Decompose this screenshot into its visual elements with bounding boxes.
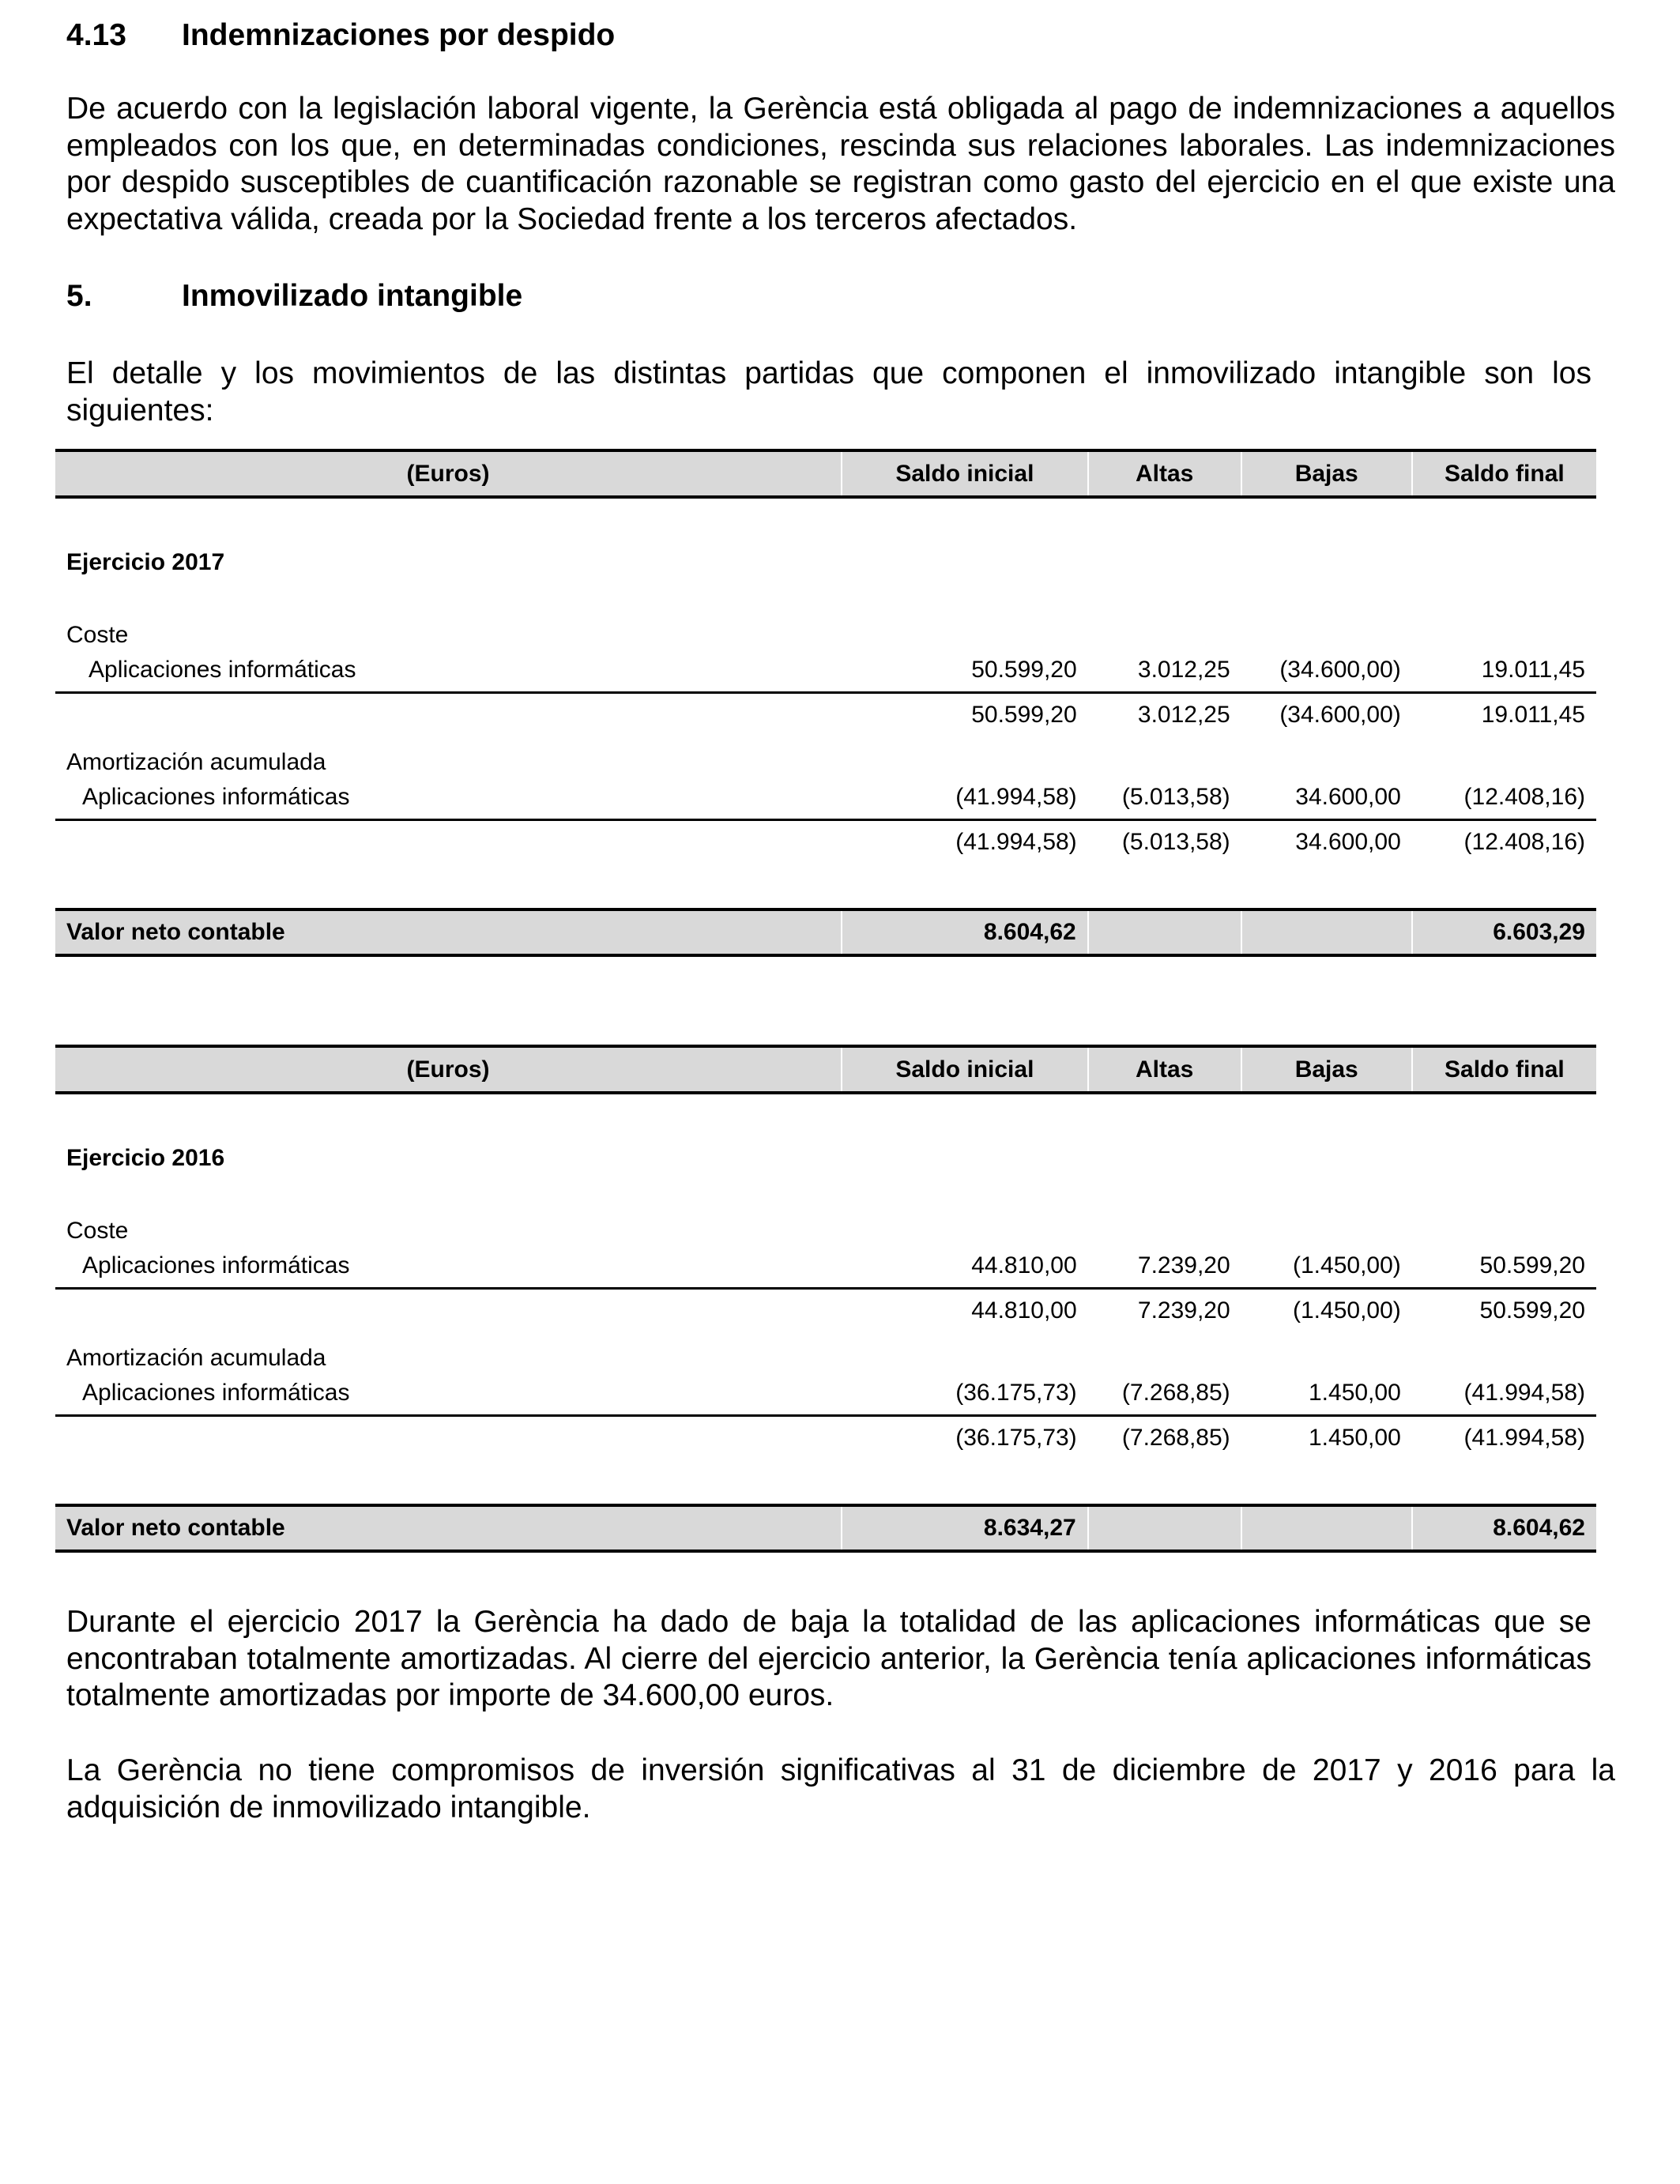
cell-bajas: (1.450,00) <box>1241 1245 1412 1289</box>
group-row-coste <box>55 609 1596 649</box>
subtotal-row <box>55 1289 1596 1333</box>
subtotal-row <box>55 693 1596 737</box>
table-row <box>55 1245 1596 1289</box>
section-heading-4-13 <box>66 17 615 54</box>
cell-saldo-inicial: 50.599,20 <box>842 649 1088 693</box>
cell-altas: (7.268,85) <box>1121 1425 1230 1451</box>
section-title: Inmovilizado intangible <box>182 279 523 313</box>
table-row <box>55 649 1596 693</box>
cell-saldo-inicial: (41.994,58) <box>955 829 1077 855</box>
table-ejercicio-2017 <box>55 449 1596 957</box>
year-row <box>55 532 1596 576</box>
cell-altas: (7.268,85) <box>1088 1372 1241 1416</box>
section-title: Indemnizaciones por despido <box>182 18 616 52</box>
cell-saldo-inicial: (36.175,73) <box>955 1425 1077 1451</box>
header-altas: Altas <box>1088 1046 1241 1093</box>
group-label: Coste <box>66 622 129 648</box>
cell-saldo-final: (12.408,16) <box>1412 776 1596 820</box>
group-label: Coste <box>66 1218 129 1244</box>
group-row-amortizacion <box>55 736 1596 776</box>
header-saldo-inicial: Saldo inicial <box>842 450 1088 497</box>
cell-saldo-final: (41.994,58) <box>1463 1425 1585 1451</box>
table-header-row <box>55 1046 1596 1093</box>
header-saldo-inicial: Saldo inicial <box>842 1046 1088 1093</box>
section-number: 4.13 <box>66 18 126 52</box>
cell-saldo-inicial: 44.810,00 <box>971 1297 1077 1324</box>
cell-saldo-final: 50.599,20 <box>1479 1297 1585 1324</box>
paragraph-intro: El detalle y los movimientos de las distintas partidas que componen el inmovilizado intangible son los siguientes: <box>66 356 1591 427</box>
cell-bajas <box>1241 1505 1412 1551</box>
net-value-row <box>55 909 1596 955</box>
paragraph-closing-1: Durante el ejercicio 2017 la Gerència ha dado de baja la totalidad de las aplicaciones informáticas que se encontraban totalmente amortizadas. Al cierre del ejercicio anterior, la Gerència tenía aplicaciones informáticas totalmente amortizadas por importe de 34.600,00 euros. <box>66 1605 1591 1712</box>
cell-bajas <box>1241 909 1412 955</box>
row-label: Aplicaciones informáticas <box>55 1245 842 1289</box>
cell-saldo-inicial: (41.994,58) <box>842 776 1088 820</box>
group-row-coste <box>55 1205 1596 1245</box>
table-row <box>55 1372 1596 1416</box>
section-heading-5 <box>66 278 522 314</box>
row-label: Valor neto contable <box>55 909 842 955</box>
header-saldo-final: Saldo final <box>1412 1046 1596 1093</box>
table-ejercicio-2016 <box>55 1045 1596 1553</box>
cell-altas <box>1088 909 1241 955</box>
cell-saldo-final: 19.011,45 <box>1481 702 1585 728</box>
cell-bajas: 34.600,00 <box>1241 776 1412 820</box>
cell-saldo-inicial: 50.599,20 <box>971 702 1077 728</box>
cell-altas: 7.239,20 <box>1088 1245 1241 1289</box>
header-bajas: Bajas <box>1241 1046 1412 1093</box>
cell-saldo-final: (41.994,58) <box>1412 1372 1596 1416</box>
cell-bajas: 1.450,00 <box>1241 1372 1412 1416</box>
cell-altas: (5.013,58) <box>1121 829 1230 855</box>
subtotal-row <box>55 1416 1596 1460</box>
year-label: Ejercicio 2017 <box>66 549 225 575</box>
header-euros: (Euros) <box>55 1046 842 1093</box>
header-altas: Altas <box>1088 450 1241 497</box>
paragraph-closing-2: La Gerència no tiene compromisos de inversión significativas al 31 de diciembre de 2017 y 2016 para la adquisición de inmovilizado intangible. <box>66 1753 1615 1824</box>
group-label: Amortización acumulada <box>66 749 326 775</box>
cell-altas: 3.012,25 <box>1088 649 1241 693</box>
cell-saldo-final: (12.408,16) <box>1463 829 1585 855</box>
cell-saldo-inicial: 44.810,00 <box>842 1245 1088 1289</box>
paragraph-indemnizaciones: De acuerdo con la legislación laboral vigente, la Gerència está obligada al pago de indemnizaciones a aquellos empleados con los que, en determinadas condiciones, rescinda sus relaciones laborales. Las indemnizaciones por despido susceptibles de cuantificación razonable se registran como gasto del ejercicio en el que existe una expectativa válida, creada por la Sociedad frente a los terceros afectados. <box>66 92 1615 236</box>
cell-saldo-inicial: 8.634,27 <box>842 1505 1088 1551</box>
row-label: Aplicaciones informáticas <box>55 649 842 693</box>
row-label: Aplicaciones informáticas <box>55 776 842 820</box>
cell-bajas: (34.600,00) <box>1279 702 1401 728</box>
table-header-row <box>55 450 1596 497</box>
cell-saldo-final: 6.603,29 <box>1412 909 1596 955</box>
cell-altas: 3.012,25 <box>1137 702 1230 728</box>
cell-bajas: (1.450,00) <box>1293 1297 1401 1324</box>
group-label: Amortización acumulada <box>66 1345 326 1371</box>
row-label: Aplicaciones informáticas <box>55 1372 842 1416</box>
cell-saldo-inicial: 8.604,62 <box>842 909 1088 955</box>
cell-saldo-final: 8.604,62 <box>1412 1505 1596 1551</box>
cell-saldo-final: 19.011,45 <box>1412 649 1596 693</box>
cell-bajas: 1.450,00 <box>1308 1425 1401 1451</box>
year-row <box>55 1128 1596 1172</box>
cell-saldo-final: 50.599,20 <box>1412 1245 1596 1289</box>
subtotal-row <box>55 820 1596 864</box>
cell-bajas: 34.600,00 <box>1295 829 1401 855</box>
header-euros: (Euros) <box>55 450 842 497</box>
net-value-row <box>55 1505 1596 1551</box>
section-number: 5. <box>66 279 92 313</box>
row-label: Valor neto contable <box>55 1505 842 1551</box>
cell-altas: 7.239,20 <box>1137 1297 1230 1324</box>
cell-bajas: (34.600,00) <box>1241 649 1412 693</box>
cell-altas: (5.013,58) <box>1088 776 1241 820</box>
cell-saldo-inicial: (36.175,73) <box>842 1372 1088 1416</box>
group-row-amortizacion <box>55 1332 1596 1372</box>
year-label: Ejercicio 2016 <box>66 1145 225 1171</box>
table-row <box>55 776 1596 820</box>
header-saldo-final: Saldo final <box>1412 450 1596 497</box>
header-bajas: Bajas <box>1241 450 1412 497</box>
cell-altas <box>1088 1505 1241 1551</box>
